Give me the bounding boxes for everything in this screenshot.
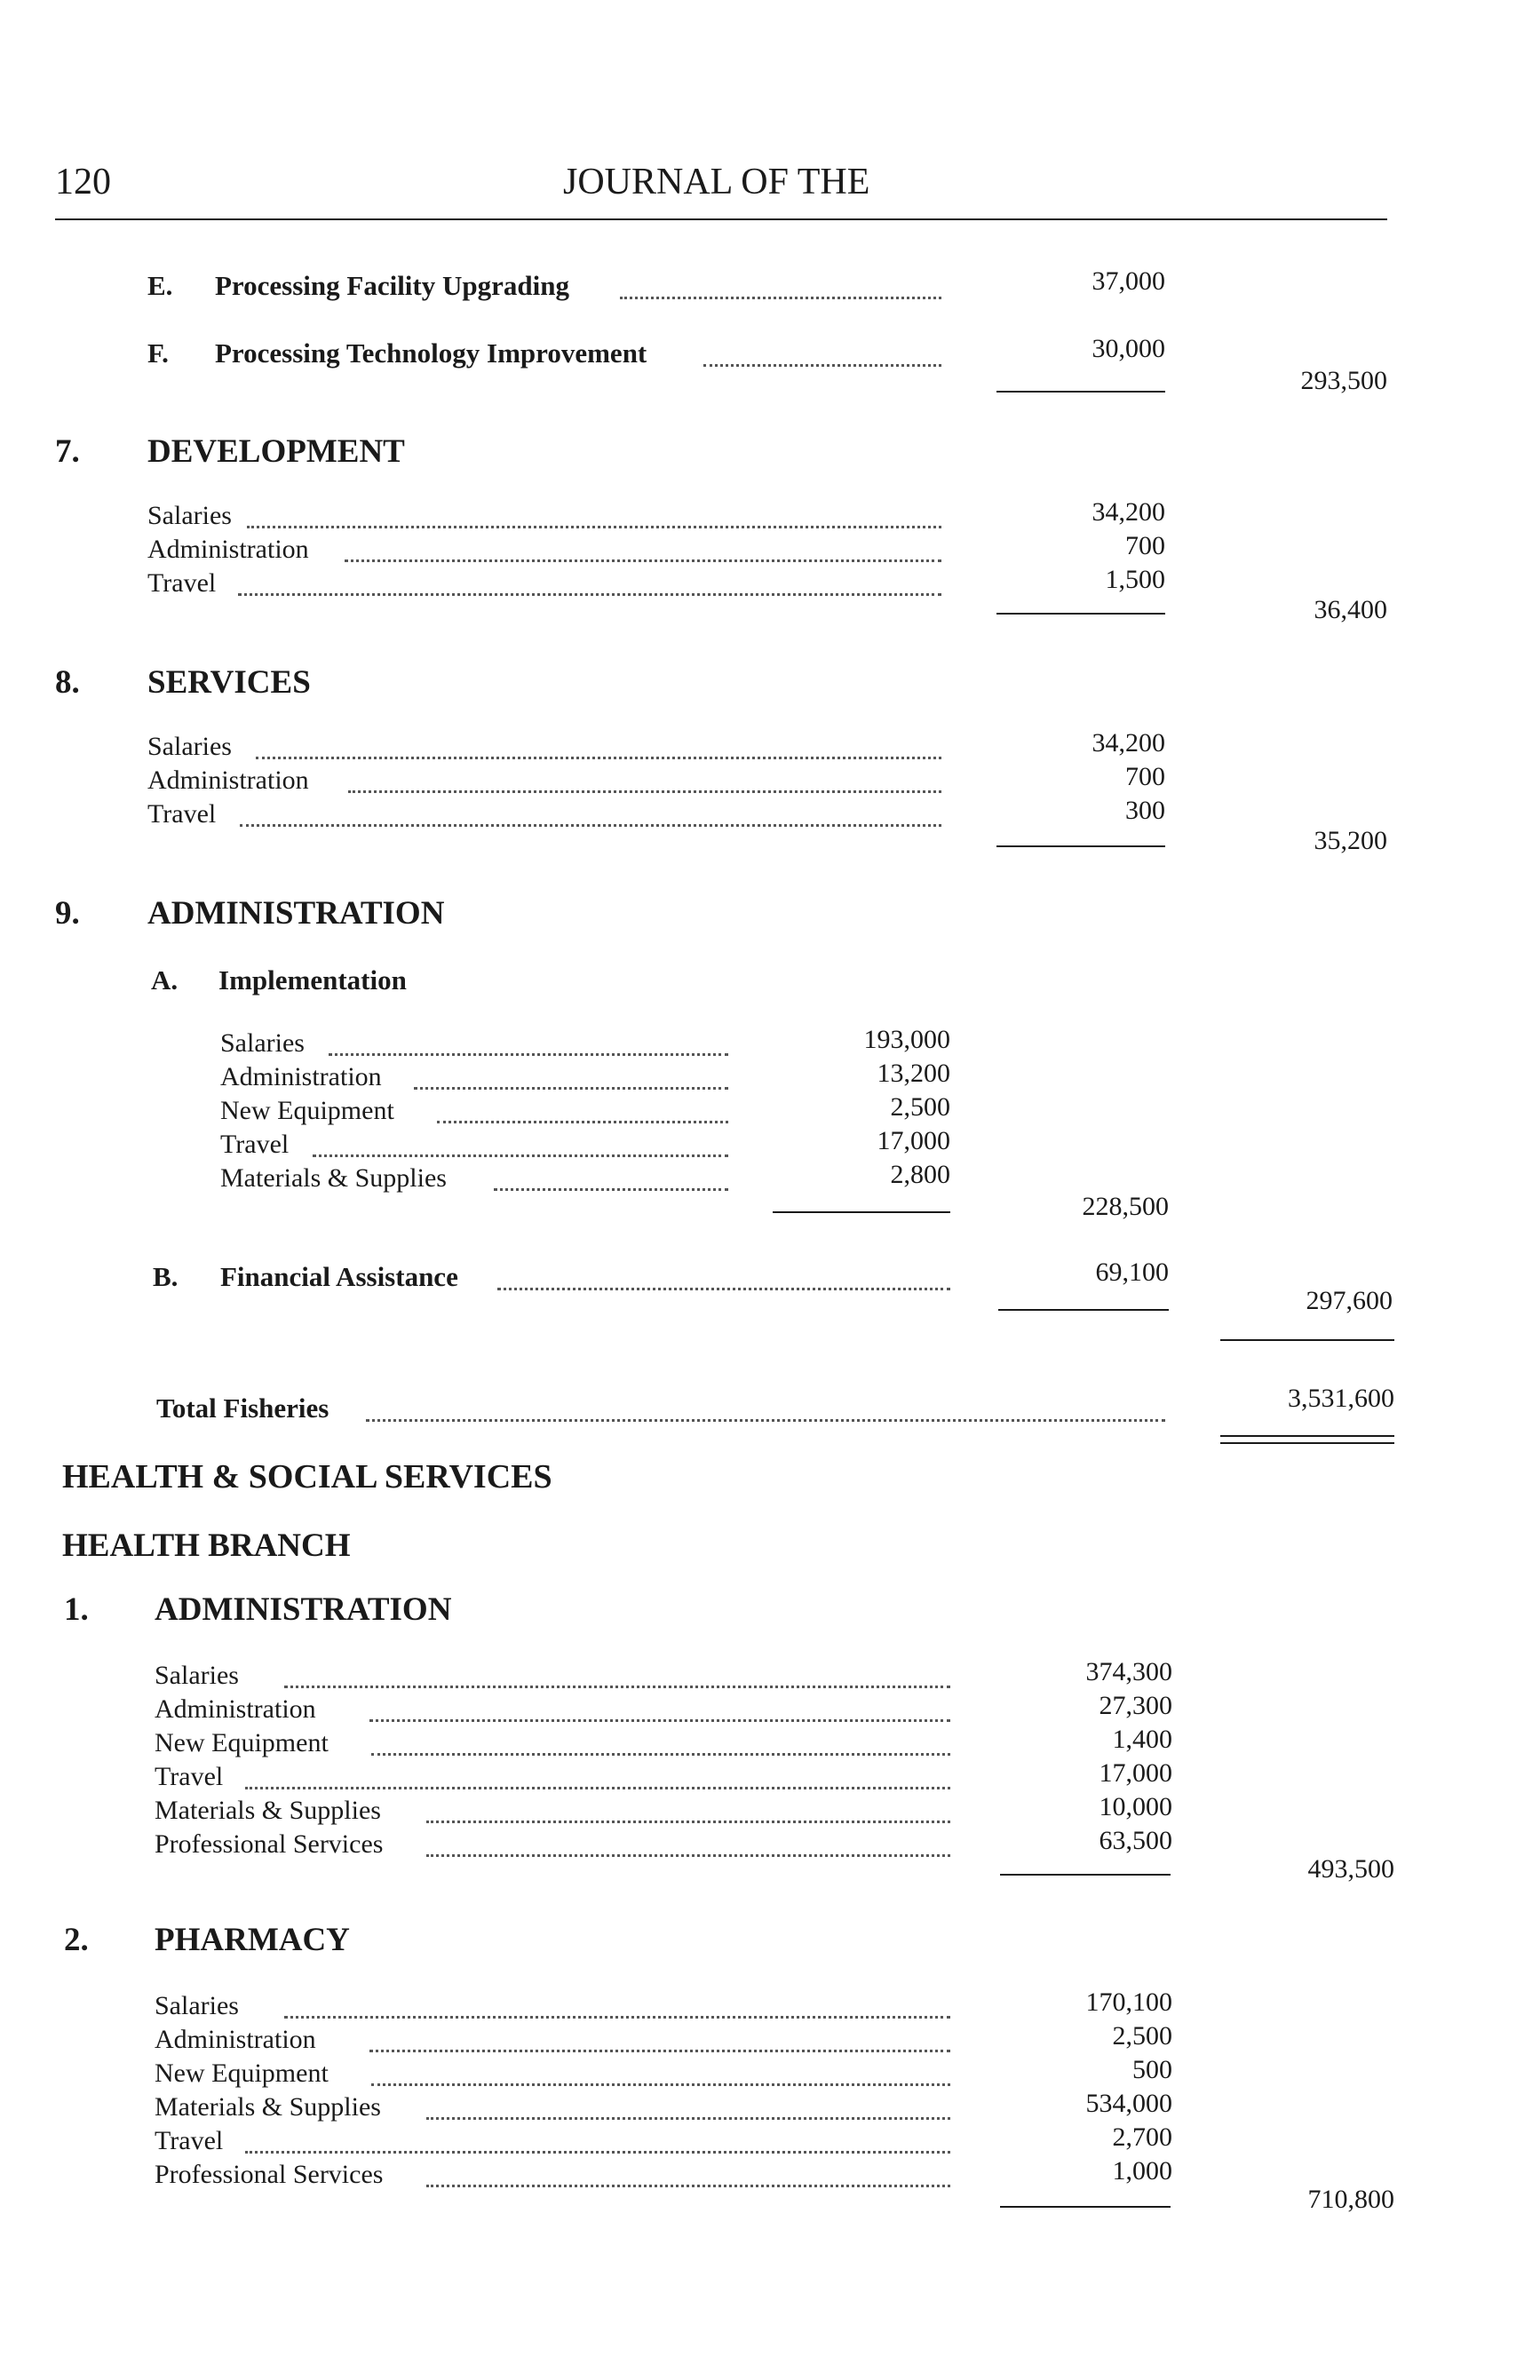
item-label: Processing Technology Improvement <box>215 337 647 369</box>
line-label: Travel <box>147 568 217 598</box>
amount: 700 <box>1125 531 1165 560</box>
sum-rule <box>1000 2206 1171 2208</box>
subsection-title: Implementation <box>218 964 407 996</box>
section-title: PHARMACY <box>155 1922 350 1958</box>
dot-leader <box>426 1854 950 1857</box>
line-label: Administration <box>147 766 309 795</box>
dot-leader <box>437 1121 728 1123</box>
line-label: Materials & Supplies <box>155 2092 381 2122</box>
dot-leader <box>329 1053 728 1056</box>
section-total: 35,200 <box>1314 826 1387 855</box>
section-number: 9. <box>55 895 80 932</box>
dot-leader <box>366 1419 1165 1422</box>
line-label: Administration <box>147 535 309 564</box>
section-number: 7. <box>55 433 80 470</box>
dot-leader <box>497 1288 950 1290</box>
amount: 30,000 <box>1091 334 1165 363</box>
amount: 13,200 <box>877 1059 950 1088</box>
dot-leader <box>426 1821 950 1823</box>
dot-leader <box>371 2083 950 2086</box>
amount: 300 <box>1125 796 1165 825</box>
amount: 17,000 <box>877 1126 950 1155</box>
dot-leader <box>371 1753 950 1756</box>
dot-leader <box>620 297 941 299</box>
line-label: Salaries <box>155 1661 239 1690</box>
amount: 63,500 <box>1099 1826 1172 1855</box>
line-label: Travel <box>147 799 217 829</box>
subsection-letter: B. <box>153 1261 179 1292</box>
item-letter: E. <box>147 270 173 301</box>
line-label: Professional Services <box>155 2160 384 2189</box>
line-label: Materials & Supplies <box>220 1163 447 1193</box>
section-title: ADMINISTRATION <box>147 895 445 932</box>
amount: 170,100 <box>1085 1987 1172 2017</box>
section-number: 8. <box>55 664 80 701</box>
sum-rule <box>998 1309 1169 1311</box>
branch-heading: HEALTH BRANCH <box>62 1527 351 1564</box>
dot-leader <box>256 757 941 759</box>
sum-rule <box>996 613 1165 615</box>
sum-rule <box>1000 1874 1171 1876</box>
page-number: 120 <box>55 162 111 202</box>
line-label: Salaries <box>147 732 232 761</box>
amount: 534,000 <box>1085 2089 1172 2118</box>
section-title: ADMINISTRATION <box>155 1591 452 1628</box>
section-total: 293,500 <box>1300 366 1387 395</box>
section-title: DEVELOPMENT <box>147 433 405 470</box>
dot-leader <box>284 1686 950 1688</box>
amount: 2,500 <box>890 1092 950 1122</box>
line-label: New Equipment <box>220 1096 394 1125</box>
dot-leader <box>245 1787 950 1789</box>
line-label: Administration <box>220 1062 382 1091</box>
dot-leader <box>313 1154 728 1157</box>
subsection-total: 228,500 <box>1082 1192 1169 1221</box>
line-label: Administration <box>155 2025 316 2054</box>
amount: 374,300 <box>1085 1657 1172 1686</box>
sum-rule <box>996 845 1165 847</box>
amount: 2,500 <box>1112 2021 1172 2051</box>
dot-leader <box>345 559 941 562</box>
dot-leader <box>426 2117 950 2120</box>
amount: 500 <box>1132 2055 1172 2084</box>
double-rule <box>1220 1435 1394 1444</box>
amount: 17,000 <box>1099 1758 1172 1788</box>
dot-leader <box>703 364 941 367</box>
amount: 1,000 <box>1112 2156 1172 2186</box>
sum-rule <box>1220 1339 1394 1341</box>
amount: 37,000 <box>1091 266 1165 296</box>
amount: 34,200 <box>1091 728 1165 758</box>
section-number: 1. <box>64 1591 89 1628</box>
dot-leader <box>414 1087 728 1090</box>
line-label: Salaries <box>155 1991 239 2020</box>
amount: 1,400 <box>1112 1725 1172 1754</box>
dot-leader <box>494 1188 728 1191</box>
dot-leader <box>245 2151 950 2154</box>
line-label: New Equipment <box>155 1728 329 1757</box>
page-title: JOURNAL OF THE <box>563 162 870 202</box>
amount: 2,800 <box>890 1160 950 1189</box>
header-rule <box>55 218 1387 220</box>
line-label: Travel <box>155 1762 224 1791</box>
amount: 10,000 <box>1099 1792 1172 1821</box>
grand-total: 3,531,600 <box>1288 1384 1394 1413</box>
line-label: New Equipment <box>155 2059 329 2088</box>
line-label: Professional Services <box>155 1829 384 1859</box>
sum-rule <box>996 391 1165 393</box>
section-total: 297,600 <box>1306 1286 1393 1315</box>
section-number: 2. <box>64 1922 89 1958</box>
amount: 193,000 <box>863 1025 950 1054</box>
dot-leader <box>369 1719 950 1722</box>
amount: 27,300 <box>1099 1691 1172 1720</box>
amount: 2,700 <box>1112 2122 1172 2152</box>
section-total: 493,500 <box>1307 1854 1394 1884</box>
amount: 700 <box>1125 762 1165 791</box>
line-label: Travel <box>220 1130 290 1159</box>
subsection-letter: A. <box>151 964 179 996</box>
line-label: Salaries <box>147 501 232 530</box>
dot-leader <box>348 790 941 793</box>
dot-leader <box>426 2185 950 2187</box>
amount: 34,200 <box>1091 497 1165 527</box>
department-heading: HEALTH & SOCIAL SERVICES <box>62 1458 552 1495</box>
item-letter: F. <box>147 337 169 369</box>
line-label: Materials & Supplies <box>155 1796 381 1825</box>
line-label: Salaries <box>220 1028 305 1058</box>
section-total: 710,800 <box>1307 2185 1394 2214</box>
section-total: 36,400 <box>1314 595 1387 624</box>
dot-leader <box>284 2016 950 2019</box>
amount: 1,500 <box>1105 565 1165 594</box>
grand-total-label: Total Fisheries <box>156 1392 329 1424</box>
dot-leader <box>247 526 941 528</box>
line-label: Administration <box>155 1694 316 1724</box>
dot-leader <box>240 824 941 827</box>
dot-leader <box>238 593 941 596</box>
section-title: SERVICES <box>147 664 311 701</box>
item-label: Financial Assistance <box>220 1261 458 1292</box>
dot-leader <box>369 2050 950 2052</box>
line-label: Travel <box>155 2126 224 2155</box>
sum-rule <box>773 1211 950 1213</box>
item-label: Processing Facility Upgrading <box>215 270 569 301</box>
amount: 69,100 <box>1095 1257 1169 1287</box>
